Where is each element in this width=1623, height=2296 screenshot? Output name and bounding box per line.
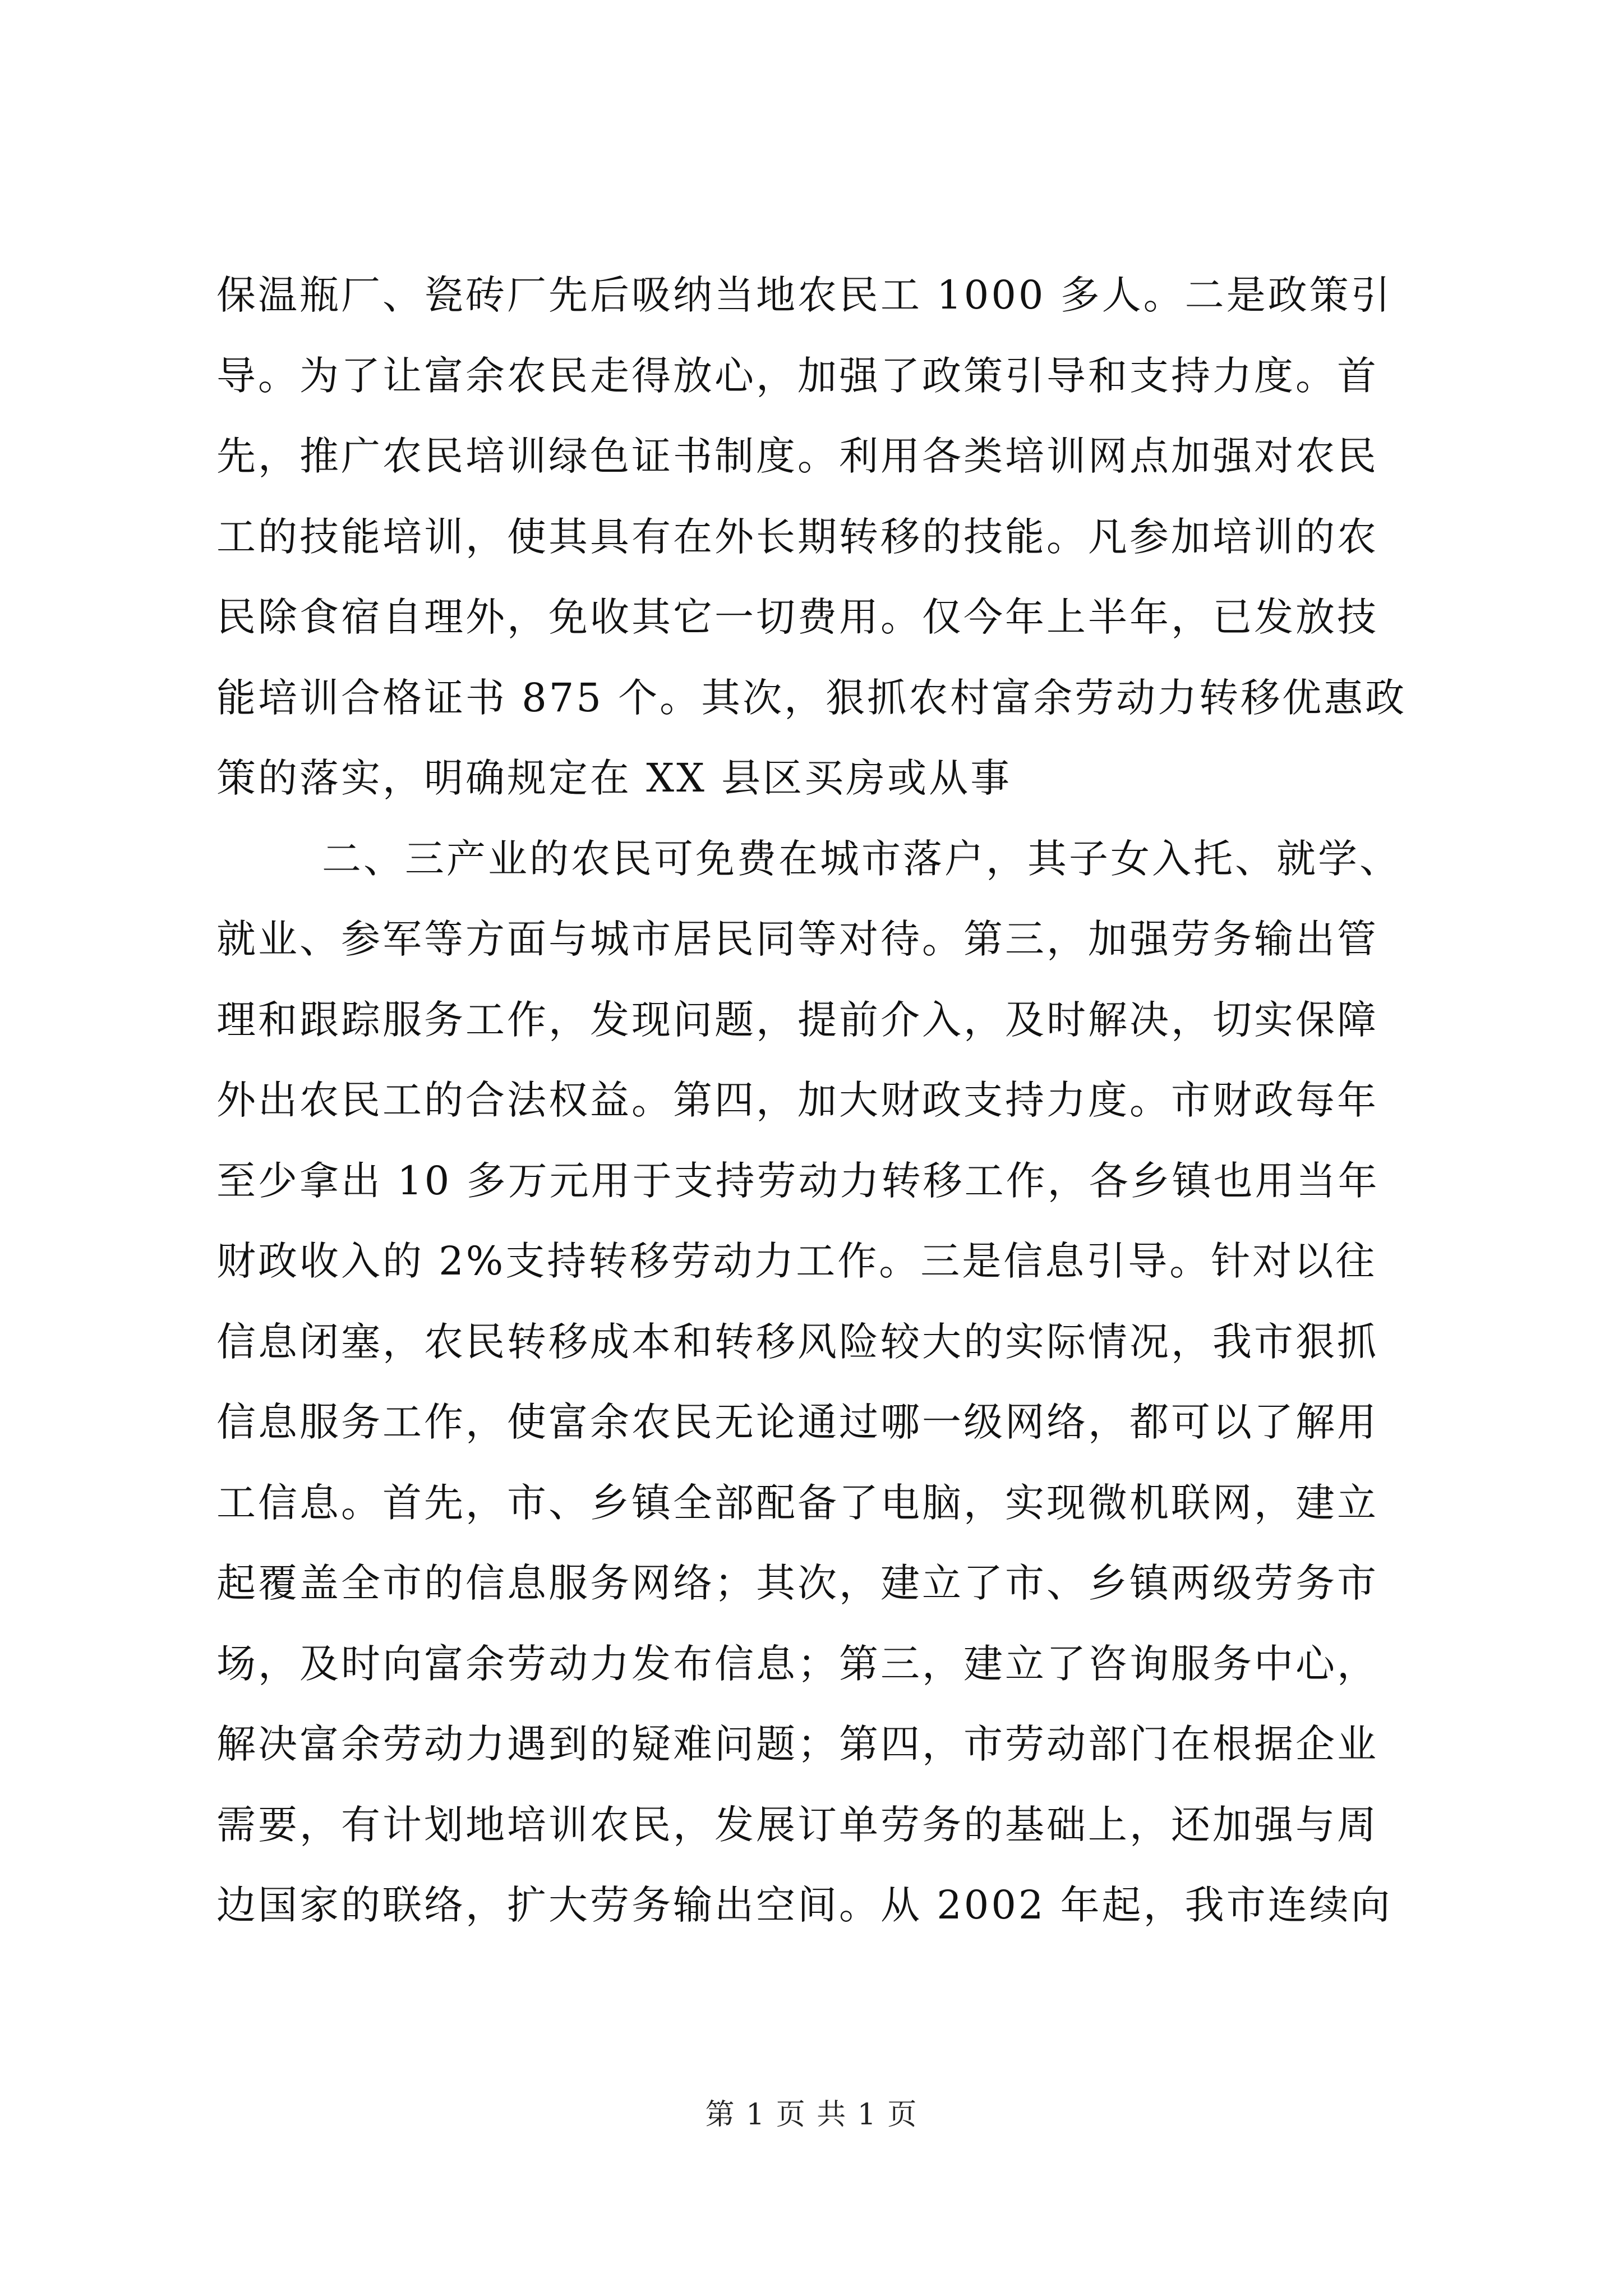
- body-line: 信息服务工作，使富余农民无论通过哪一级网络，都可以了解用: [216, 1399, 1378, 1445]
- body-line: 理和跟踪服务工作，发现问题，提前介入，及时解决，切实保障: [216, 996, 1378, 1043]
- body-line: 导。为了让富余农民走得放心，加强了政策引导和支持力度。首: [216, 352, 1378, 399]
- body-line: 能培训合格证书 875 个。其次，狠抓农村富余劳动力转移优惠政: [216, 674, 1407, 721]
- body-line: 财政收入的 2%支持转移劳动力工作。三是信息引导。针对以往: [216, 1238, 1377, 1284]
- body-line: 先，推广农民培训绿色证书制度。利用各类培训网点加强对农民: [216, 433, 1378, 479]
- body-line: 工信息。首先，市、乡镇全部配备了电脑，实现微机联网，建立: [216, 1479, 1378, 1526]
- body-line: 保温瓶厂、瓷砖厂先后吸纳当地农民工 1000 多人。二是政策引: [216, 272, 1393, 318]
- page-number-footer: 第 1 页 共 1 页: [705, 2098, 918, 2132]
- body-line: 工的技能培训，使其具有在外长期转移的技能。凡参加培训的农: [216, 513, 1378, 560]
- body-line: 就业、参军等方面与城市居民同等对待。第三，加强劳务输出管: [216, 916, 1378, 962]
- body-line: 策的落实，明确规定在 XX 县区买房或从事: [216, 755, 1012, 801]
- body-line: 信息闭塞，农民转移成本和转移风险较大的实际情况，我市狠抓: [216, 1318, 1378, 1365]
- body-line: 解决富余劳动力遇到的疑难问题；第四，市劳动部门在根据企业: [216, 1721, 1378, 1767]
- body-line: 场，及时向富余劳动力发布信息；第三，建立了咨询服务中心，: [216, 1640, 1378, 1687]
- document-body: [216, 255, 1422, 1946]
- body-line: 边国家的联络，扩大劳务输出空间。从 2002 年起，我市连续向: [216, 1882, 1393, 1928]
- body-line: 需要，有计划地培训农民，发展订单劳务的基础上，还加强与周: [216, 1801, 1378, 1848]
- body-line: 民除食宿自理外，免收其它一切费用。仅今年上半年，已发放技: [216, 594, 1378, 640]
- body-line: 起覆盖全市的信息服务网络；其次，建立了市、乡镇两级劳务市: [216, 1560, 1378, 1606]
- body-line: 至少拿出 10 多万元用于支持劳动力转移工作，各乡镇也用当年: [216, 1157, 1380, 1204]
- body-line: 外出农民工的合法权益。第四，加大财政支持力度。市财政每年: [216, 1077, 1378, 1123]
- paragraph-first-line: 二、三产业的农民可免费在城市落户，其子女入托、就学、: [322, 835, 1401, 882]
